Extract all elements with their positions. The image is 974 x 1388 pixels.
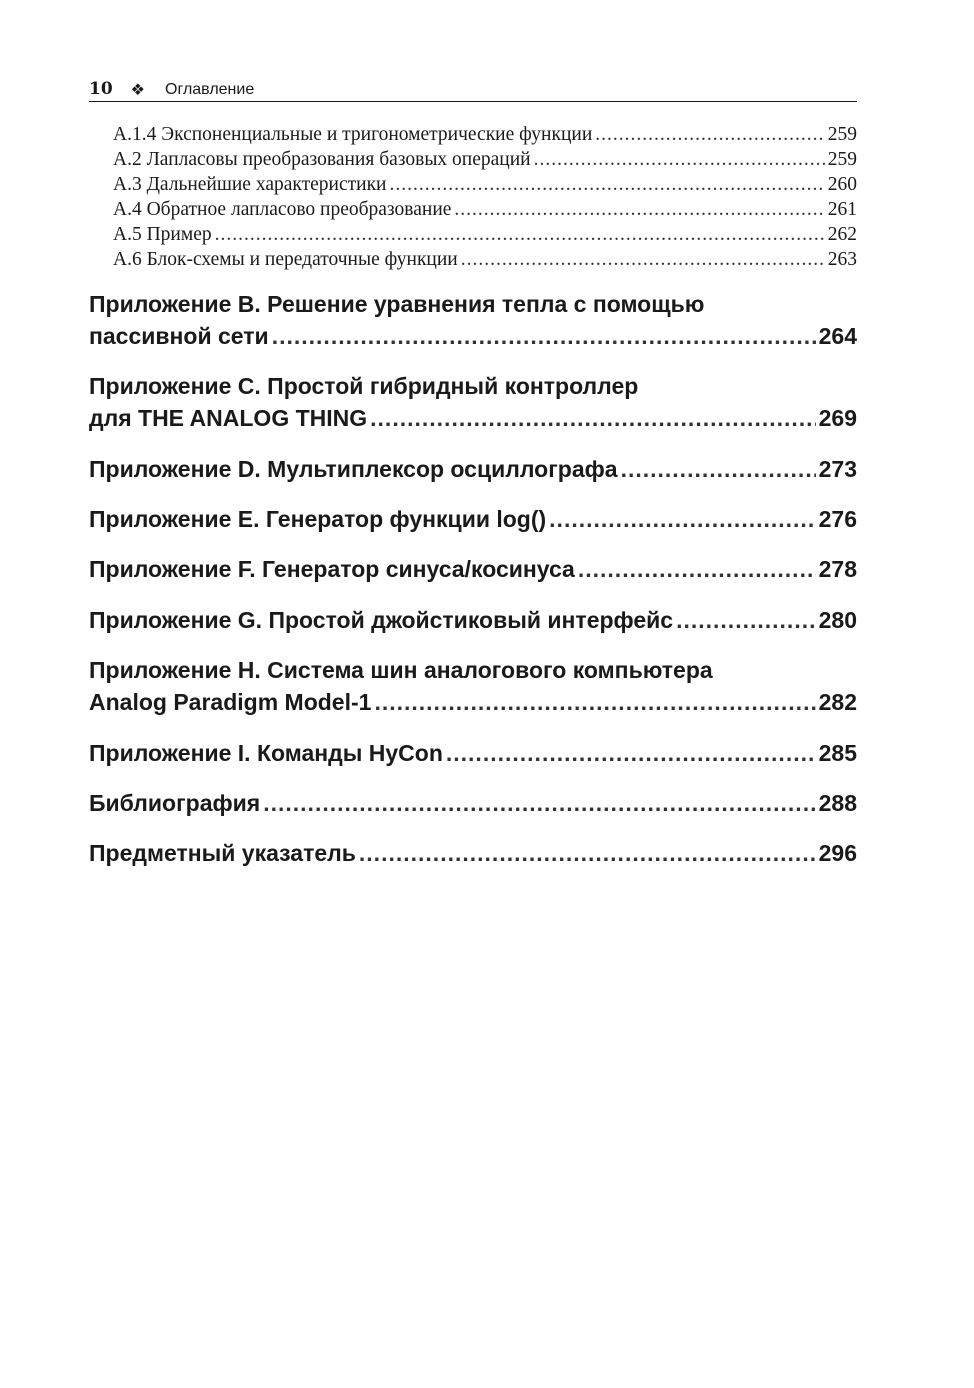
toc-entry[interactable]: [89, 787, 857, 819]
toc-entry-label: Библиография: [89, 790, 261, 816]
dot-leader: [446, 737, 816, 769]
toc-subentry[interactable]: [113, 197, 857, 222]
toc-entry[interactable]: [89, 686, 857, 718]
toc-entry[interactable]: [89, 320, 857, 352]
toc-entry-label: А.6 Блок-схемы и передаточные функции: [113, 249, 458, 270]
dot-leader: [676, 604, 816, 636]
toc-entry[interactable]: [89, 503, 857, 535]
toc-entry-label: Приложение E. Генератор функции log(): [89, 506, 547, 532]
toc-page-number: 282: [818, 689, 857, 715]
toc-entry-label: А.2 Лапласовы преобразования базовых операций: [113, 149, 531, 170]
toc-subentry[interactable]: [113, 222, 857, 247]
toc-page-number: 262: [827, 224, 857, 245]
toc-page-number: 260: [827, 174, 857, 195]
toc-entry-label: пассивной сети: [89, 323, 269, 349]
toc-entry-label: Analog Paradigm Model-1: [89, 689, 372, 715]
toc-entry-label: Приложение B. Решение уравнения тепла с помощью: [89, 291, 705, 317]
dot-leader: [534, 147, 825, 172]
toc-page-number: 278: [818, 556, 857, 582]
toc-subentry[interactable]: [113, 247, 857, 272]
dot-leader: [454, 197, 824, 222]
ornament-icon: ❖: [130, 80, 146, 99]
toc-entry-label: Предметный указатель: [89, 840, 356, 866]
page-number: 10: [89, 79, 113, 99]
toc-entry[interactable]: [89, 402, 857, 434]
toc-page-number: 296: [818, 840, 857, 866]
toc-entry-label: Приложение C. Простой гибридный контроллер: [89, 373, 639, 399]
toc-subentry[interactable]: [113, 122, 857, 147]
toc-entry-label: А.3 Дальнейшие характеристики: [113, 174, 387, 195]
toc-subentry[interactable]: [113, 172, 857, 197]
toc-entry-label: А.1.4 Экспоненциальные и тригонометрические функции: [113, 124, 593, 145]
dot-leader: [215, 222, 825, 247]
toc-page-number: 259: [827, 124, 857, 145]
dot-leader: [263, 787, 815, 819]
running-header: [89, 76, 857, 102]
toc-entry[interactable]: [89, 453, 857, 485]
toc-page-number: 276: [818, 506, 857, 532]
toc-entry-first-line[interactable]: [89, 654, 857, 686]
dot-leader: [359, 837, 816, 869]
toc-page-number: 269: [818, 405, 857, 431]
dot-leader: [272, 320, 816, 352]
dot-leader: [621, 453, 816, 485]
toc-page-number: 263: [827, 249, 857, 270]
dot-leader: [370, 402, 815, 434]
toc-entry-first-line[interactable]: [89, 370, 857, 402]
toc-page-number: 288: [818, 790, 857, 816]
toc-page-number: 285: [818, 740, 857, 766]
toc-entry[interactable]: [89, 837, 857, 869]
dot-leader: [461, 247, 825, 272]
toc-subentry[interactable]: [113, 147, 857, 172]
toc-entry-label: для THE ANALOG THING: [89, 405, 368, 431]
toc-page-number: 259: [827, 149, 857, 170]
header-title: Оглавление: [165, 81, 255, 98]
toc-entry[interactable]: [89, 553, 857, 585]
toc-entry-label: Приложение H. Система шин аналогового компьютера: [89, 657, 713, 683]
toc-entry-label: А.4 Обратное лапласово преобразование: [113, 199, 452, 220]
toc-entry-label: А.5 Пример: [113, 224, 212, 245]
dot-leader: [578, 553, 816, 585]
toc-entry-first-line[interactable]: [89, 288, 857, 320]
toc-entry[interactable]: [89, 737, 857, 769]
toc-entry-label: Приложение I. Команды HyCon: [89, 740, 443, 766]
toc-entry-label: Приложение F. Генератор синуса/косинуса: [89, 556, 575, 582]
dot-leader: [374, 686, 815, 718]
toc-page-number: 264: [818, 323, 857, 349]
dot-leader: [595, 122, 824, 147]
toc-page-number: 261: [827, 199, 857, 220]
dot-leader: [390, 172, 825, 197]
toc-page-number: 280: [818, 607, 857, 633]
toc-entry-label: Приложение G. Простой джойстиковый интерфейс: [89, 607, 674, 633]
toc-page-number: 273: [818, 456, 857, 482]
toc-entry-label: Приложение D. Мультиплексор осциллографа: [89, 456, 618, 482]
toc-entry[interactable]: [89, 604, 857, 636]
dot-leader: [549, 503, 815, 535]
